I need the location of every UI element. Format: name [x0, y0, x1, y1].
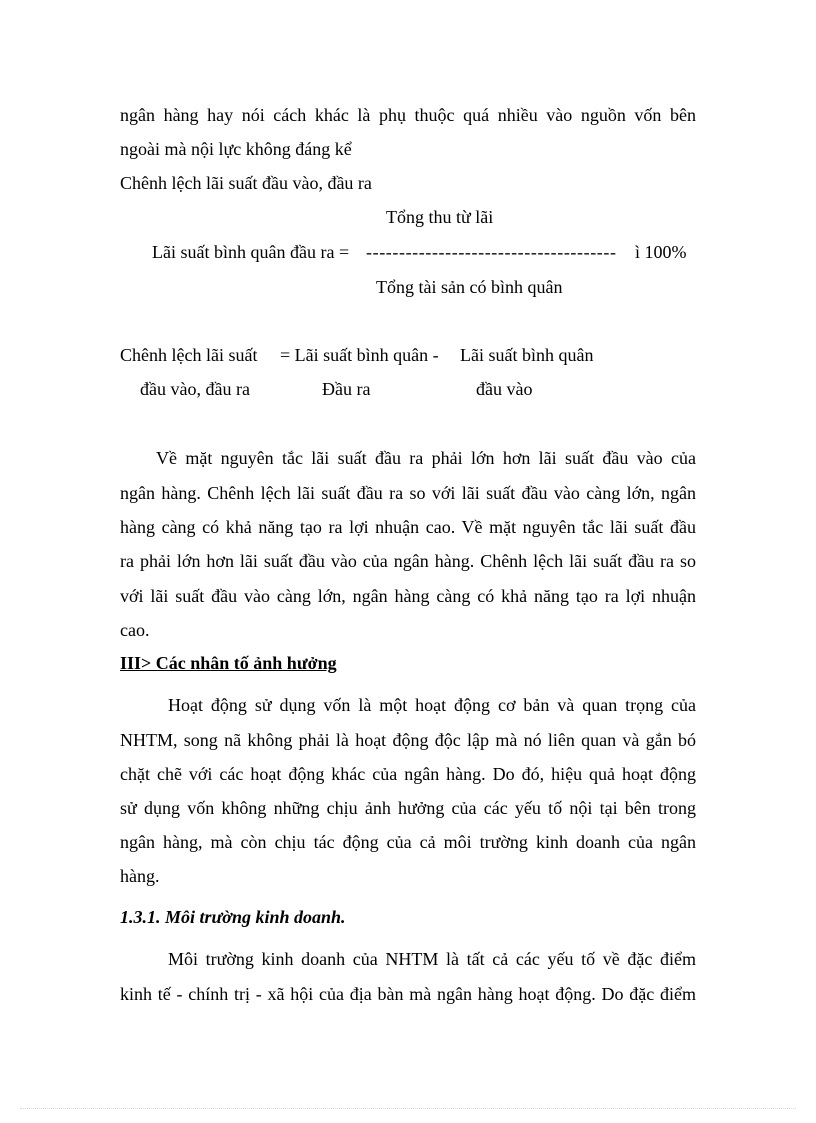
paragraph-line: hàng càng có khả năng tạo ra lợi nhuận cao. Về mặt nguyên tắc lãi suất đầu [120, 517, 696, 537]
fraction-dashes: -------------------------------------- [366, 242, 617, 262]
paragraph-line: sử dụng vốn không những chịu ảnh hưởng của các yếu tố nội tại bên trong [120, 798, 696, 818]
paragraph-line: Môi trường kinh doanh của NHTM là tất cả các yếu tố về đặc điểm [168, 949, 696, 969]
formula-label: Lãi suất bình quân đầu ra = [152, 242, 350, 262]
formula2-mid-bottom: Đầu ra [322, 379, 371, 399]
paragraph-line: ngân hàng. Chênh lệch lãi suất đầu ra so với lãi suất đầu vào càng lớn, ngân [120, 483, 696, 503]
subsection-heading: 1.3.1. Môi trường kinh doanh. [120, 907, 346, 927]
formula2-equals: = Lãi suất bình quân - [280, 345, 439, 365]
paragraph-line: kinh tế - chính trị - xã hội của địa bàn mà ngân hàng hoạt động. Do đặc điểm [120, 984, 696, 1004]
paragraph-line: ngân hàng hay nói cách khác là phụ thuộc quá nhiều vào nguồn vốn bên [120, 105, 696, 125]
paragraph-line: ra phải lớn hơn lãi suất đầu vào của ngân hàng. Chênh lệch lãi suất đầu ra so [120, 551, 696, 571]
page-border [20, 1108, 796, 1109]
formula2-right-top: Lãi suất bình quân [460, 345, 594, 365]
section-heading: III> Các nhân tố ảnh hưởng [120, 653, 337, 673]
paragraph-line: Hoạt động sử dụng vốn là một hoạt động cơ bản và quan trọng của [168, 695, 696, 715]
paragraph-line: với lãi suất đầu vào càng lớn, ngân hàng càng có khả năng tạo ra lợi nhuận [120, 586, 696, 606]
paragraph-line: Về mặt nguyên tắc lãi suất đầu ra phải lớn hơn lãi suất đầu vào của [156, 448, 696, 468]
paragraph-line: chặt chẽ với các hoạt động khác của ngân hàng. Do đó, hiệu quả hoạt động [120, 764, 696, 784]
formula-subtitle: Chênh lệch lãi suất đầu vào, đầu ra [120, 173, 372, 193]
formula2-left-top: Chênh lệch lãi suất [120, 345, 258, 365]
paragraph-line: hàng. [120, 866, 160, 886]
paragraph-line: cao. [120, 620, 150, 640]
paragraph-line: NHTM, song nã không phải là hoạt động độc lập mà nó liên quan và gắn bó [120, 730, 696, 750]
formula2-right-bottom: đầu vào [476, 379, 533, 399]
formula2-left-bottom: đầu vào, đầu ra [140, 379, 250, 399]
formula-numerator: Tổng thu từ lãi [386, 207, 494, 227]
paragraph-line: ngoài mà nội lực không đáng kể [120, 139, 352, 159]
formula-denominator: Tổng tài sản có bình quân [376, 277, 563, 297]
formula-multiplier: ì 100% [635, 242, 687, 262]
paragraph-line: ngân hàng, mà còn chịu tác động của cả môi trường kinh doanh của ngân [120, 832, 696, 852]
